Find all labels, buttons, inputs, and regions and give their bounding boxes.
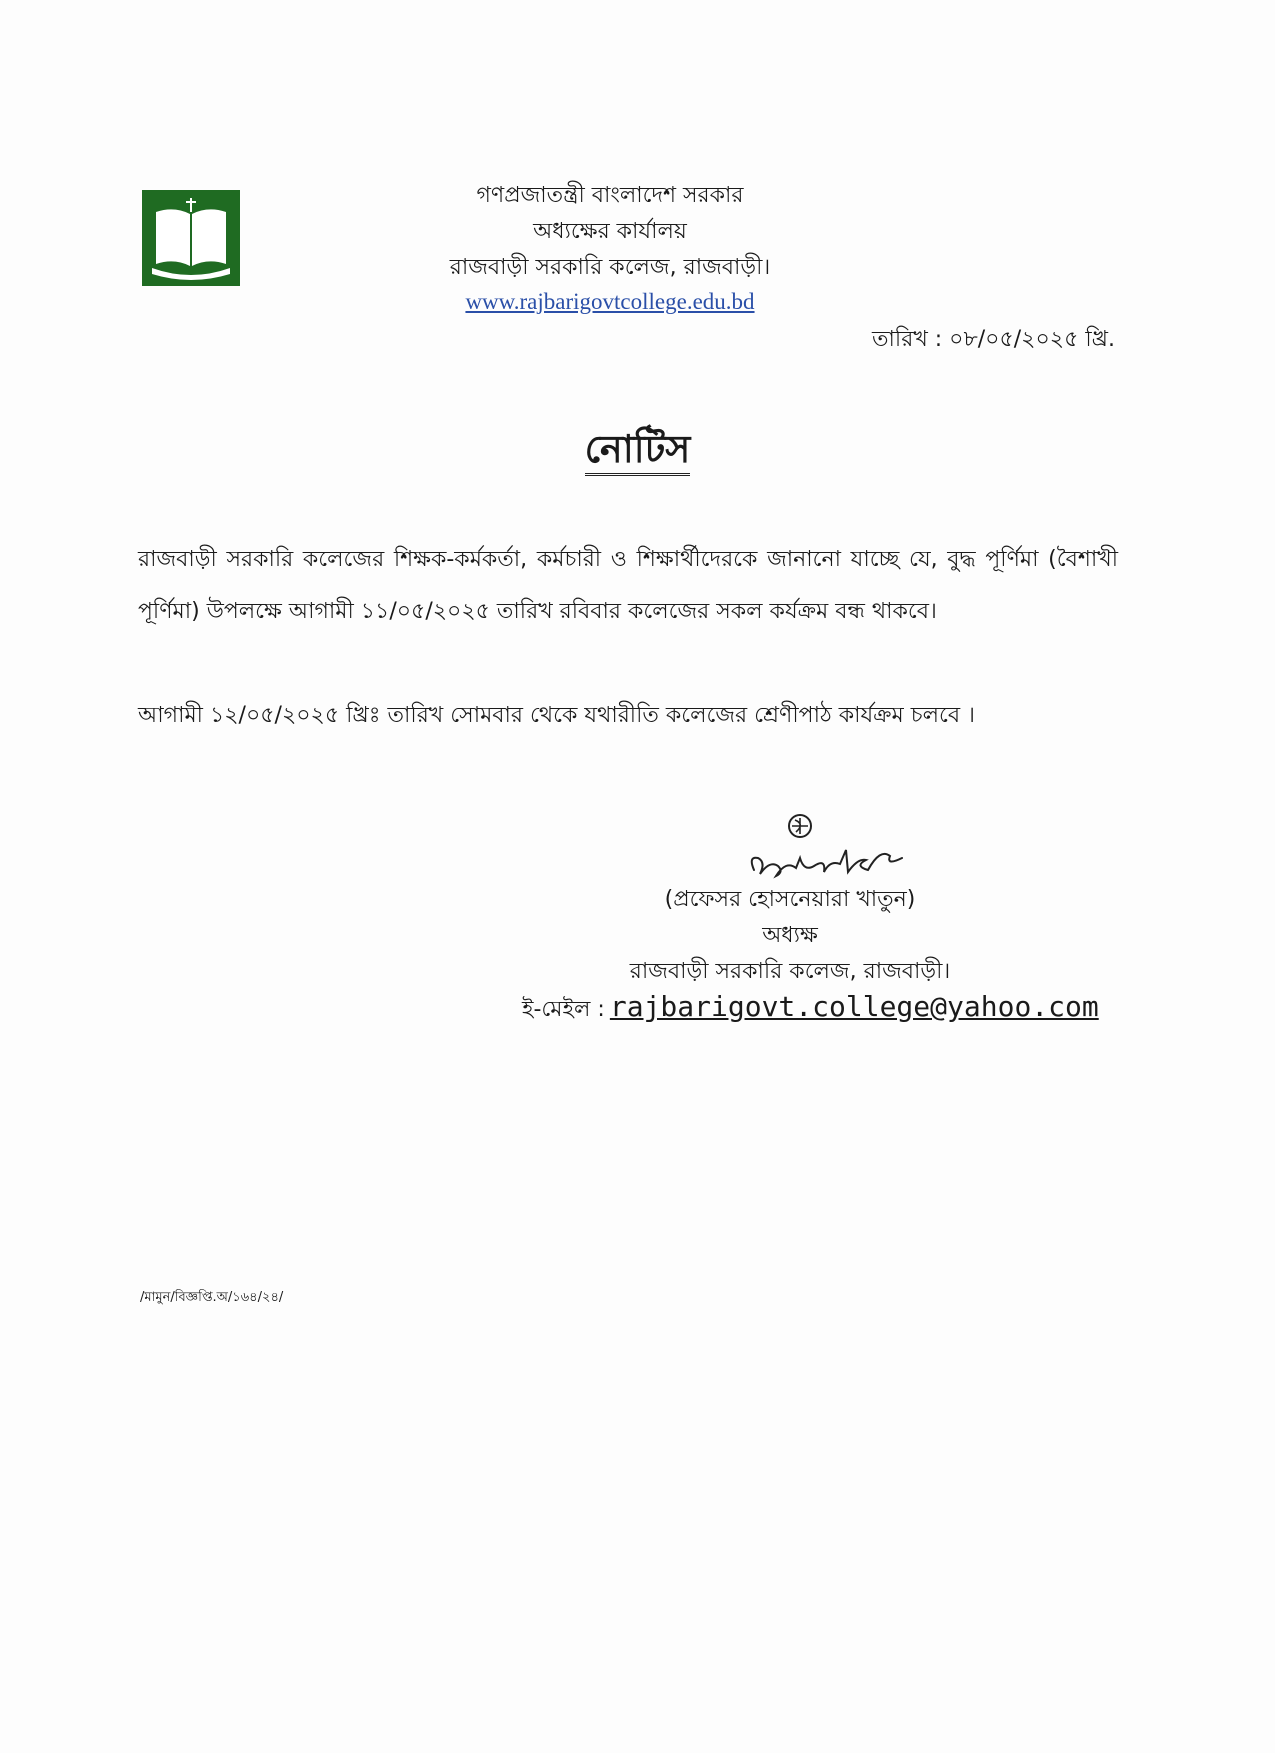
signatory-block <box>500 882 1080 990</box>
letterhead <box>310 178 910 318</box>
email-link[interactable]: rajbarigovt.college@yahoo.com <box>609 990 1099 1023</box>
signatory-institution: রাজবাড়ী সরকারি কলেজ, রাজবাড়ী। <box>629 959 951 984</box>
email-row <box>522 990 1099 1029</box>
reference-number: /মামুন/বিজ্ঞপ্তি.অ/১৬৪/২৪/ <box>140 1290 284 1305</box>
notice-paragraph-1: রাজবাড়ী সরকারি কলেজের শিক্ষক-কর্মকর্তা, কর্মচারী ও শিক্ষার্থীদেরকে জানানো যাচ্ছে যে, বুদ্ধ পূর্ণিমা (বৈশাখী পূর্ণিমা) উপলক্ষে আগামী ১১/০৫/২০২৫ তারিখ রবিবার কলেজের সকল কর্যক্রম বন্ধ থাকবে। <box>138 547 1118 624</box>
notice-paragraph-2: আগামী ১২/০৫/২০২৫ খ্রিঃ তারিখ সোমবার থেকে যথারীতি কলেজের শ্রেণীপাঠ কার্যক্রম চলবে । <box>138 703 975 728</box>
college-logo-icon <box>142 190 240 286</box>
signature-icon <box>740 800 940 890</box>
website-link[interactable]: www.rajbarigovtcollege.edu.bd <box>465 289 755 314</box>
handwritten-signature <box>740 800 940 890</box>
notice-date: তারিখ : ০৮/০৫/২০২৫ খ্রি. <box>872 327 1115 352</box>
notice-title-wrap <box>0 420 1275 484</box>
email-label: ই-মেইল : <box>522 997 605 1022</box>
college-name: রাজবাড়ী সরকারি কলেজ, রাজবাড়ী। <box>449 255 771 280</box>
office-name: অধ্যক্ষের কার্যালয় <box>533 219 687 244</box>
notice-title: নোটিস <box>585 427 691 476</box>
college-logo <box>142 190 240 286</box>
signatory-name: (প্রফেসর হোসনেয়ারা খাতুন) <box>664 887 916 912</box>
signatory-designation: অধ্যক্ষ <box>762 923 818 948</box>
government-name: গণপ্রজাতন্ত্রী বাংলাদেশ সরকার <box>476 183 744 208</box>
